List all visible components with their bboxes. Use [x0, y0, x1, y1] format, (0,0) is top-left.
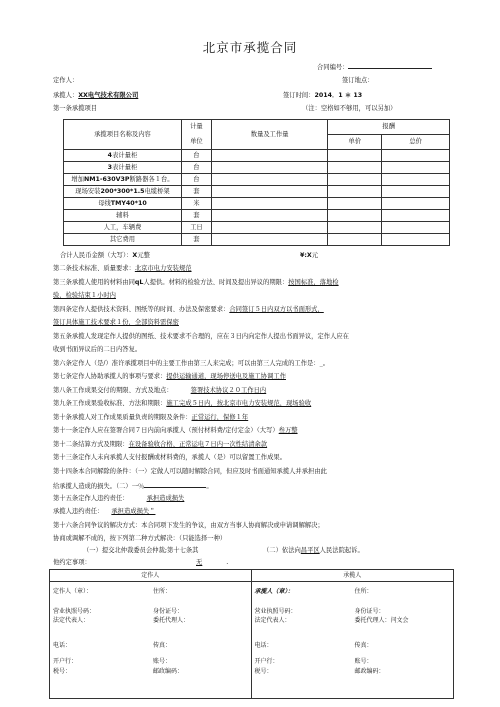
- contract-no-label: 合同编号：: [317, 64, 349, 71]
- header-quantity: 数量及工作量: [211, 120, 328, 150]
- item-name-prefix: 现场安装: [75, 187, 101, 195]
- table-row: [64, 150, 450, 162]
- table-row: [64, 186, 450, 198]
- right-bank: 开户行：: [254, 658, 279, 666]
- item-name: 表计量柜: [112, 163, 138, 171]
- total-small-unit: 元: [311, 252, 319, 259]
- contract-no-field: [317, 62, 432, 72]
- right-tax: 税号：: [254, 668, 273, 676]
- header-unit-price: 单价: [328, 135, 382, 150]
- clause-3-value-2: 验，检验结束１小时内: [53, 292, 116, 299]
- item-unit-cell: 台: [181, 150, 211, 162]
- other-matters: [53, 559, 91, 567]
- item-total-price-cell[interactable]: [382, 198, 450, 210]
- item-unit-cell: 米: [181, 198, 211, 210]
- clause-14-line-2: 给承揽人造成的损失。（二）一％ 。: [53, 483, 213, 490]
- item-total-price-cell[interactable]: [382, 210, 450, 222]
- item-name-code: 4: [107, 151, 113, 159]
- other-matters-none: 无: [196, 559, 203, 566]
- item-unit-price-cell[interactable]: [328, 150, 382, 162]
- item-unit-cell: 台: [181, 174, 211, 186]
- clause-4-value-2: 签订具体施工技术要求１份，全部资料需保密: [53, 319, 179, 326]
- clause-10: [53, 414, 248, 422]
- item-quantity-cell[interactable]: [211, 210, 328, 222]
- clause-12-text: 第十二条结算方式及期限：: [53, 441, 129, 448]
- sign-left-block: [50, 582, 252, 699]
- clause-6: 第六条定作人（是/）准许承揽项目中的主要工作由第三人来完成；可以由第三人完成的工作是：_。: [53, 360, 330, 367]
- left-license: 营业执照号码：: [53, 608, 96, 616]
- clause-12: [53, 441, 267, 449]
- total-amount-line: [60, 252, 150, 260]
- total-amount-label: 合计人民币金额（大写）：: [60, 252, 133, 259]
- dispute-option-1-text: （一）提交北仲裁委员会仲裁;第十七条其: [83, 547, 199, 554]
- left-account: 账号：: [153, 658, 172, 666]
- signature-table: [49, 569, 454, 699]
- sign-left-title: 定作人: [50, 570, 252, 582]
- clause-11-text: 第十一条定作人应在签署合同７日内前向承揽人（预付材料费/定付定金）（大写）: [53, 427, 279, 434]
- item-unit-cell: 工日: [181, 222, 211, 234]
- party-b-field: [53, 92, 138, 100]
- item-name-cell: [64, 162, 182, 174]
- item-quantity-cell[interactable]: [211, 162, 328, 174]
- table-row: [64, 222, 450, 234]
- items-table: [63, 119, 450, 246]
- header-total-price: 总价: [382, 135, 450, 150]
- item-name-cell: [64, 234, 182, 246]
- clause-12-value: 在设备验收合格、正常运电７日内一次性结清余款: [128, 441, 268, 448]
- total-amount-unit: 元整: [137, 252, 150, 259]
- clause-14-symbol: 一％: [131, 483, 145, 490]
- page-title: 北京市承揽合同: [202, 40, 298, 55]
- item-unit-cell: 台: [181, 162, 211, 174]
- clause-16: [53, 508, 155, 516]
- item-quantity-cell[interactable]: [211, 150, 328, 162]
- total-amount-value: X: [132, 252, 138, 259]
- clause-8: [53, 387, 266, 395]
- clause-16-text: 承揽人违约责任：: [53, 508, 104, 515]
- clause-5-line-1: 第五条承揽人发现定作人提供的图纸、技术要求不合理的，应在３日内向定作人提出书面异议，定作人应在: [53, 333, 349, 340]
- item-unit-price-cell[interactable]: [328, 174, 382, 186]
- clause-9: [53, 400, 311, 408]
- right-phone: 电话：: [254, 642, 273, 650]
- clause-11-value: 叁万整: [278, 427, 298, 434]
- right-postcode: 邮政编码：: [354, 668, 385, 676]
- left-agent: 委托代理人：: [153, 617, 190, 625]
- sign-right-block: [251, 582, 454, 699]
- clause-14-line-1: 第十四条本合同解除的条件：（一）定做人可以随时解除合同，但应及时书面通知承揽人并承担由此: [53, 468, 327, 475]
- clause-14-text: 给承揽人造成的损失。（二）: [53, 483, 132, 490]
- item-name: 表计量柜: [112, 151, 138, 159]
- clause-15-value: 承担造成损失: [146, 495, 185, 502]
- item-quantity-cell[interactable]: [211, 198, 328, 210]
- item-unit-cell: 套: [181, 234, 211, 246]
- item-total-price-cell[interactable]: [382, 186, 450, 198]
- item-name: 其它费用: [109, 235, 136, 243]
- clause-17-line-1: 第十六条合同争议的解决方式：本合同项下发生的争议，由双方当事人协商解决或申请调解解决；: [53, 522, 324, 529]
- item-name-code: NM1-630V3P: [83, 175, 130, 183]
- dispute-option-2-court: 昌平区: [300, 547, 320, 554]
- clause-8-text: 第八条工作成果交付的期限、方式及地点：: [53, 387, 173, 394]
- contract-no-blank[interactable]: [348, 62, 432, 69]
- item-name-cell: [64, 150, 182, 162]
- clause-11: [53, 427, 298, 435]
- dispute-option-2-text: （二）依法向: [263, 547, 301, 554]
- clause-17-line-2: 协商或调解不成的，按下列第二种方式解决：（只能选择一种）: [53, 535, 227, 542]
- right-legal-rep: 法定代表人：: [254, 617, 291, 625]
- clause-7-text: 第七条定作人协助承揽人的事项与要求：: [53, 373, 167, 380]
- clause-15-text: 第十五条定作人违约责任：: [53, 495, 129, 502]
- header-item-name: 承揽项目名称及内容: [64, 120, 182, 150]
- clause-4-value: 合同签订５日内双方以书面形式，: [229, 306, 324, 313]
- clause-3-cont: [53, 292, 116, 300]
- clause-4: [53, 306, 324, 314]
- sign-place-label: 签订地点：: [342, 77, 374, 84]
- clause-3-text: 第三条承揽人使用的材料由同: [53, 279, 135, 286]
- item-quantity-cell[interactable]: [211, 222, 328, 234]
- item-name-code: 200*300*1.5: [100, 187, 145, 195]
- clause-3-mid: 人提供。材料的检验方法、时间及提出异议的期限：: [143, 279, 289, 286]
- dispute-option-2-post: 人民法院起诉。: [319, 547, 364, 554]
- item-unit-price-cell[interactable]: [328, 198, 382, 210]
- item-unit-cell: 套: [181, 186, 211, 198]
- right-account: 账号：: [354, 658, 373, 666]
- item-name: 辅料: [116, 211, 129, 219]
- clause-2-value: 北京市电力安装规范: [134, 265, 192, 272]
- item-name: 人工，车辆费: [103, 223, 142, 231]
- item-total-price-cell[interactable]: [382, 174, 450, 186]
- left-residence: 住所：: [153, 588, 172, 596]
- left-id-no: 身份证号：: [153, 608, 184, 616]
- total-small-line: [300, 252, 318, 260]
- item-quantity-cell[interactable]: [211, 174, 328, 186]
- clause-13: 第十三条定作人未向承揽人支付报酬或材料费的，承揽人（是）可以留置工作成果。: [53, 454, 286, 461]
- item-name-code: TMY40*10: [110, 199, 147, 207]
- left-tax: 税号：: [53, 668, 72, 676]
- item-name-cell: [64, 222, 182, 234]
- sign-time-label: 签订时间：: [283, 92, 315, 99]
- table-row: [64, 198, 450, 210]
- clause-5-line-2: 收到书面异议后的二日内答复。: [53, 346, 142, 353]
- header-unit-bottom: 单位: [181, 135, 211, 150]
- clause-16-value: 承担造成损失＂: [111, 508, 156, 515]
- other-matters-label: 他约定事项：: [53, 559, 91, 566]
- other-matters-mark: 无 .: [196, 559, 229, 566]
- clause-2: [53, 265, 192, 273]
- clause-7: [53, 373, 286, 381]
- clause-10-value: 正常运行，保修１年: [191, 414, 249, 421]
- item-total-price-cell[interactable]: [382, 162, 450, 174]
- left-bank: 开户行：: [53, 658, 78, 666]
- clause-10-text: 第十条承揽人对工作成果质量负责的期限及条件：: [53, 414, 192, 421]
- right-license: 营业执照号码：: [254, 608, 297, 616]
- left-postcode: 邮政编码：: [153, 668, 184, 676]
- item-name-prefix: 母线: [98, 199, 111, 207]
- clause-14-blank[interactable]: [144, 481, 206, 488]
- right-fax: 传真：: [354, 642, 373, 650]
- total-small-value: ¥:X: [300, 252, 312, 259]
- item-unit-price-cell[interactable]: [328, 222, 382, 234]
- item-unit-price-cell[interactable]: [328, 210, 382, 222]
- item-quantity-cell[interactable]: [211, 234, 328, 246]
- party-b-label: 承揽人：: [53, 92, 79, 99]
- header-payment: 报酬: [328, 120, 450, 135]
- clause-3-value: 按国标准，落地检: [288, 279, 339, 286]
- dispute-option-2: [263, 547, 364, 555]
- right-party-seal: 承揽人（章）：: [254, 588, 294, 596]
- clause-4-cont: [53, 319, 179, 327]
- item-total-price-cell[interactable]: [382, 222, 450, 234]
- header-unit-top: 计量: [181, 120, 211, 135]
- right-residence: 住所：: [354, 588, 373, 596]
- right-agent: 委托代理人：闫文会: [354, 617, 409, 625]
- item-name-code: 3: [107, 163, 113, 171]
- item-name-cell: [64, 198, 182, 210]
- article-1-note: （注：空格如不够用，可以另加）: [302, 105, 397, 112]
- party-a-label: 定作人：: [53, 77, 79, 84]
- clause-9-text: 第九条工作成果验收标准、方法和期限：: [53, 400, 167, 407]
- item-unit-price-cell[interactable]: [328, 186, 382, 198]
- sign-time-field: [283, 92, 362, 100]
- dispute-option-1: [83, 547, 198, 555]
- item-name-cell: [64, 210, 182, 222]
- clause-9-value: 施工完成５日内，按北京市电力安装规范，现场验收: [166, 400, 312, 407]
- table-row: [64, 210, 450, 222]
- left-party-seal: 定作人（章）：: [53, 588, 93, 596]
- party-b-name: XX电气技术有限公司: [78, 92, 139, 99]
- sign-right-title: 承揽人: [251, 570, 454, 582]
- item-name-cell: [64, 186, 182, 198]
- left-legal-rep: 法定代表人：: [53, 617, 90, 625]
- table-row: [64, 162, 450, 174]
- item-unit-cell: 套: [181, 210, 211, 222]
- clause-15: [53, 495, 184, 503]
- clause-7-value: 提供运输通道，现场停送电及施工协调工作: [166, 373, 286, 380]
- right-id-no: 身份证号：: [354, 608, 385, 616]
- clause-3-bold: qL: [134, 279, 144, 286]
- item-name: 电缆桥架: [144, 187, 170, 195]
- table-row: [64, 174, 450, 186]
- clause-2-text: 第二条技术标准、质量要求：: [53, 265, 135, 272]
- item-name-cell: [64, 174, 182, 186]
- item-quantity-cell[interactable]: [211, 186, 328, 198]
- table-row: [64, 234, 450, 246]
- item-total-price-cell[interactable]: [382, 150, 450, 162]
- item-unit-price-cell[interactable]: [328, 234, 382, 246]
- sign-time-value: 2014．1 ＊ 13: [314, 92, 363, 99]
- article-1-label: 第一条承揽项目: [53, 105, 98, 112]
- left-phone: 电话：: [53, 642, 72, 650]
- item-unit-price-cell[interactable]: [328, 162, 382, 174]
- item-name: 断路器各１台。: [129, 175, 174, 183]
- clause-4-text: 第四条定作人提供技术资料、图纸等的时间、办法及保密要求：: [53, 306, 230, 313]
- clause-3: [53, 279, 339, 287]
- clause-8-value: 签署技术协议２０工作日内: [190, 387, 267, 394]
- item-name-prefix: 增加: [71, 175, 84, 183]
- item-total-price-cell[interactable]: [382, 234, 450, 246]
- left-fax: 传真：: [153, 642, 172, 650]
